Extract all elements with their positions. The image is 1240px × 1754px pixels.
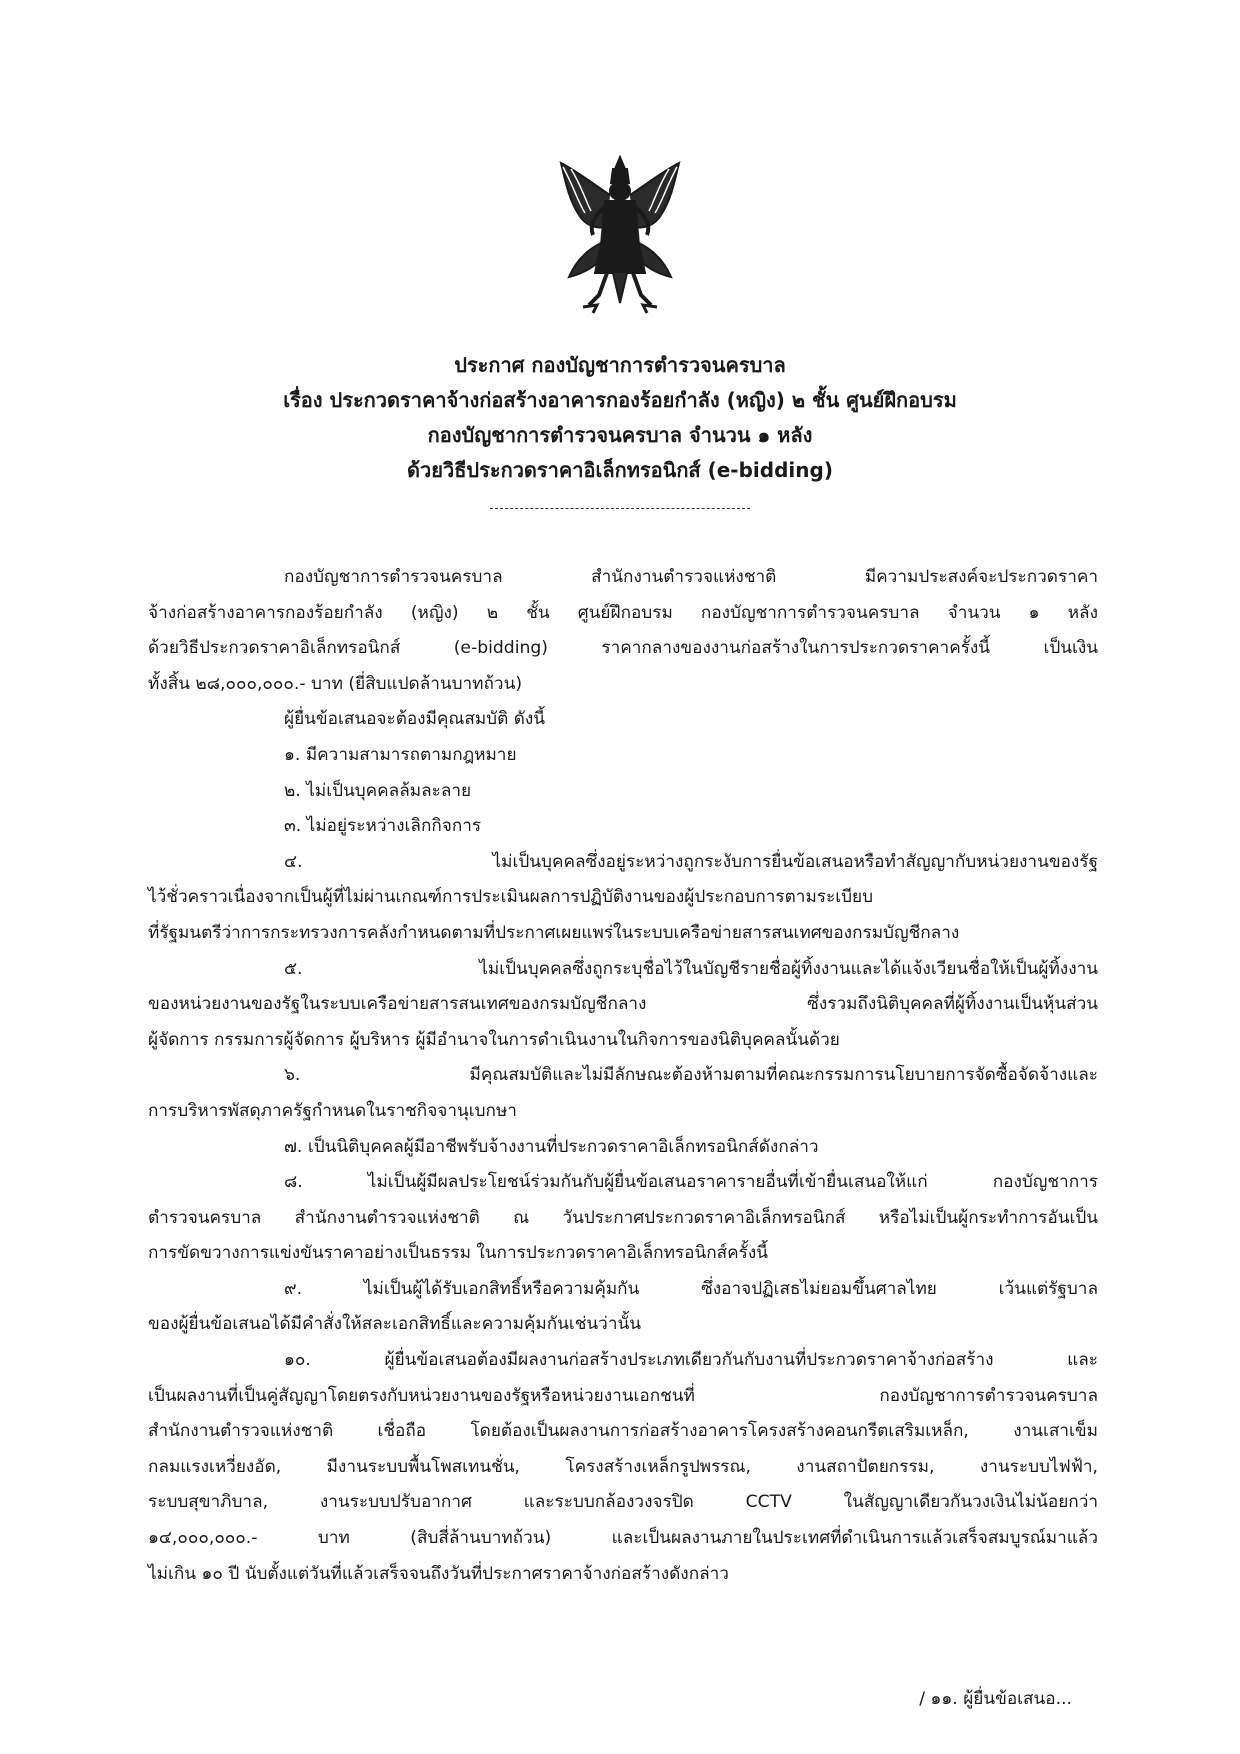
paragraph-line: ด้วยวิธีประกวดราคาอิเล็กทรอนิกส์ (e-bidding) ราคากลางของงานก่อสร้างในการประกวดราคาครั้งนี้ เป็นเงิน — [148, 638, 1098, 659]
list-item: ๒. ไม่เป็นบุคคลล้มละลาย — [284, 780, 472, 801]
header-subject-cont: กองบัญชาการตำรวจนครบาล จำนวน ๑ หลัง — [427, 423, 813, 447]
list-item-cont: ผู้จัดการ กรรมการผู้จัดการ ผู้บริหาร ผู้มีอำนาจในการดำเนินงานในกิจการของนิติบุคคลนั้นด้วย — [148, 1029, 840, 1050]
paragraph-line: กองบัญชาการตำรวจนครบาล สำนักงานตำรวจแห่งชาติ มีความประสงค์จะประกวดราคา — [284, 567, 1098, 587]
page-continuation: / ๑๑. ผู้ยื่นข้อเสนอ... — [919, 1689, 1072, 1709]
list-item-cont: ๑๔,๐๐๐,๐๐๐.- บาท (สิบสี่ล้านบาทถ้วน) และเป็นผลงานภายในประเทศที่ดำเนินการแล้วเสร็จสมบูรณ์มาแล้ว — [148, 1528, 1098, 1549]
list-item: ๙. ไม่เป็นผู้ได้รับเอกสิทธิ์หรือความคุ้มกัน ซึ่งอาจปฏิเสธไม่ยอมขึ้นศาลไทย เว้นแต่รัฐบาล — [284, 1278, 1098, 1299]
announcement-header — [0, 348, 1240, 488]
list-item-cont: ของหน่วยงานของรัฐในระบบเครือข่ายสารสนเทศของกรมบัญชีกลาง ซึ่งรวมถึงนิติบุคคลที่ผู้ทิ้งงานเป็นหุ้นส่วน — [148, 994, 1098, 1015]
header-method: ด้วยวิธีประกวดราคาอิเล็กทรอนิกส์ (e-bidding) — [407, 458, 833, 482]
paragraph-line: ทั้งสิ้น ๒๘,๐๐๐,๐๐๐.- บาท (ยี่สิบแปดล้านบาทถ้วน) — [148, 673, 523, 694]
list-item: ๑. มีความสามารถตามกฎหมาย — [284, 744, 517, 765]
paragraph-line: ผู้ยื่นข้อเสนอจะต้องมีคุณสมบัติ ดังนี้ — [284, 709, 546, 730]
list-item-cont: ไม่เกิน ๑๐ ปี นับตั้งแต่วันที่แล้วเสร็จจนถึงวันที่ประกาศราคาจ้างก่อสร้างดังกล่าว — [148, 1563, 729, 1584]
list-item-cont: ระบบสุขาภิบาล, งานระบบปรับอากาศ และระบบกล้องวงจรปิด CCTV ในสัญญาเดียวกันวงเงินไม่น้อยกว่า — [148, 1492, 1098, 1513]
list-item: ๘. ไม่เป็นผู้มีผลประโยชน์ร่วมกันกับผู้ยื่นข้อเสนอราคารายอื่นที่เข้ายื่นเสนอให้แก่ กองบัญชาการ — [284, 1172, 1098, 1193]
list-item: ๗. เป็นนิติบุคคลผู้มีอาชีพรับจ้างงานที่ประกวดราคาอิเล็กทรอนิกส์ดังกล่าว — [284, 1136, 819, 1157]
header-issuer: ประกาศ กองบัญชาการตำรวจนครบาล — [454, 353, 786, 377]
header-divider — [490, 508, 750, 509]
announcement-body — [148, 560, 1098, 1592]
list-item-cont: เป็นผลงานที่เป็นคู่สัญญาโดยตรงกับหน่วยงานของรัฐหรือหน่วยงานเอกชนที่ กองบัญชาการตำรวจนครบาล — [148, 1385, 1098, 1406]
list-item-cont: สำนักงานตำรวจแห่งชาติ เชื่อถือ โดยต้องเป็นผลงานการก่อสร้างอาคารโครงสร้างคอนกรีตเสริมเหล็ก, งานเสาเข็ม — [148, 1421, 1098, 1442]
list-item: ๖. มีคุณสมบัติและไม่มีลักษณะต้องห้ามตามที่คณะกรรมการนโยบายการจัดซื้อจัดจ้างและ — [284, 1065, 1098, 1086]
list-item-cont: ตำรวจนครบาล สำนักงานตำรวจแห่งชาติ ณ วันประกาศประกวดราคาอิเล็กทรอนิกส์ หรือไม่เป็นผู้กระทำการอันเป็น — [148, 1207, 1098, 1228]
list-item-cont: ที่รัฐมนตรีว่าการกระทรวงการคลังกำหนดตามที่ประกาศเผยแพร่ในระบบเครือข่ายสารสนเทศของกรมบัญชีกลาง — [148, 922, 960, 943]
garuda-emblem-icon — [555, 155, 685, 315]
list-item: ๑๐. ผู้ยื่นข้อเสนอต้องมีผลงานก่อสร้างประเภทเดียวกันกับงานที่ประกวดราคาจ้างก่อสร้าง และ — [284, 1350, 1098, 1371]
list-item-cont: กลมแรงเหวี่ยงอัด, มีงานระบบพื้นโพสเทนชั่น, โครงสร้างเหล็กรูปพรรณ, งานสถาปัตยกรรม, งานระบบไฟฟ้า, — [148, 1456, 1098, 1477]
list-item-cont: การบริหารพัสดุภาครัฐกำหนดในราชกิจจานุเบกษา — [148, 1100, 517, 1121]
header-subject: เรื่อง ประกวดราคาจ้างก่อสร้างอาคารกองร้อยกำลัง (หญิง) ๒ ชั้น ศูนย์ฝึกอบรม — [283, 388, 957, 412]
list-item-cont: การขัดขวางการแข่งขันราคาอย่างเป็นธรรม ในการประกวดราคาอิเล็กทรอนิกส์ครั้งนี้ — [148, 1243, 768, 1264]
list-item: ๔. ไม่เป็นบุคคลซึ่งอยู่ระหว่างถูกระงับการยื่นข้อเสนอหรือทำสัญญากับหน่วยงานของรัฐ — [284, 851, 1098, 872]
list-item-cont: ไว้ชั่วคราวเนื่องจากเป็นผู้ที่ไม่ผ่านเกณฑ์การประเมินผลการปฏิบัติงานของผู้ประกอบการตามระเบียบ — [148, 887, 874, 908]
list-item: ๓. ไม่อยู่ระหว่างเลิกกิจการ — [284, 816, 482, 837]
list-item-cont: ของผู้ยื่นข้อเสนอได้มีคำสั่งให้สละเอกสิทธิ์และความคุ้มกันเช่นว่านั้น — [148, 1314, 641, 1335]
list-item: ๕. ไม่เป็นบุคคลซึ่งถูกระบุชื่อไว้ในบัญชีรายชื่อผู้ทิ้งงานและได้แจ้งเวียนชื่อให้เป็นผู้ทิ้งงาน — [284, 958, 1098, 979]
paragraph-line: จ้างก่อสร้างอาคารกองร้อยกำลัง (หญิง) ๒ ชั้น ศูนย์ฝึกอบรม กองบัญชาการตำรวจนครบาล จำนวน ๑ หลัง — [148, 602, 1098, 623]
